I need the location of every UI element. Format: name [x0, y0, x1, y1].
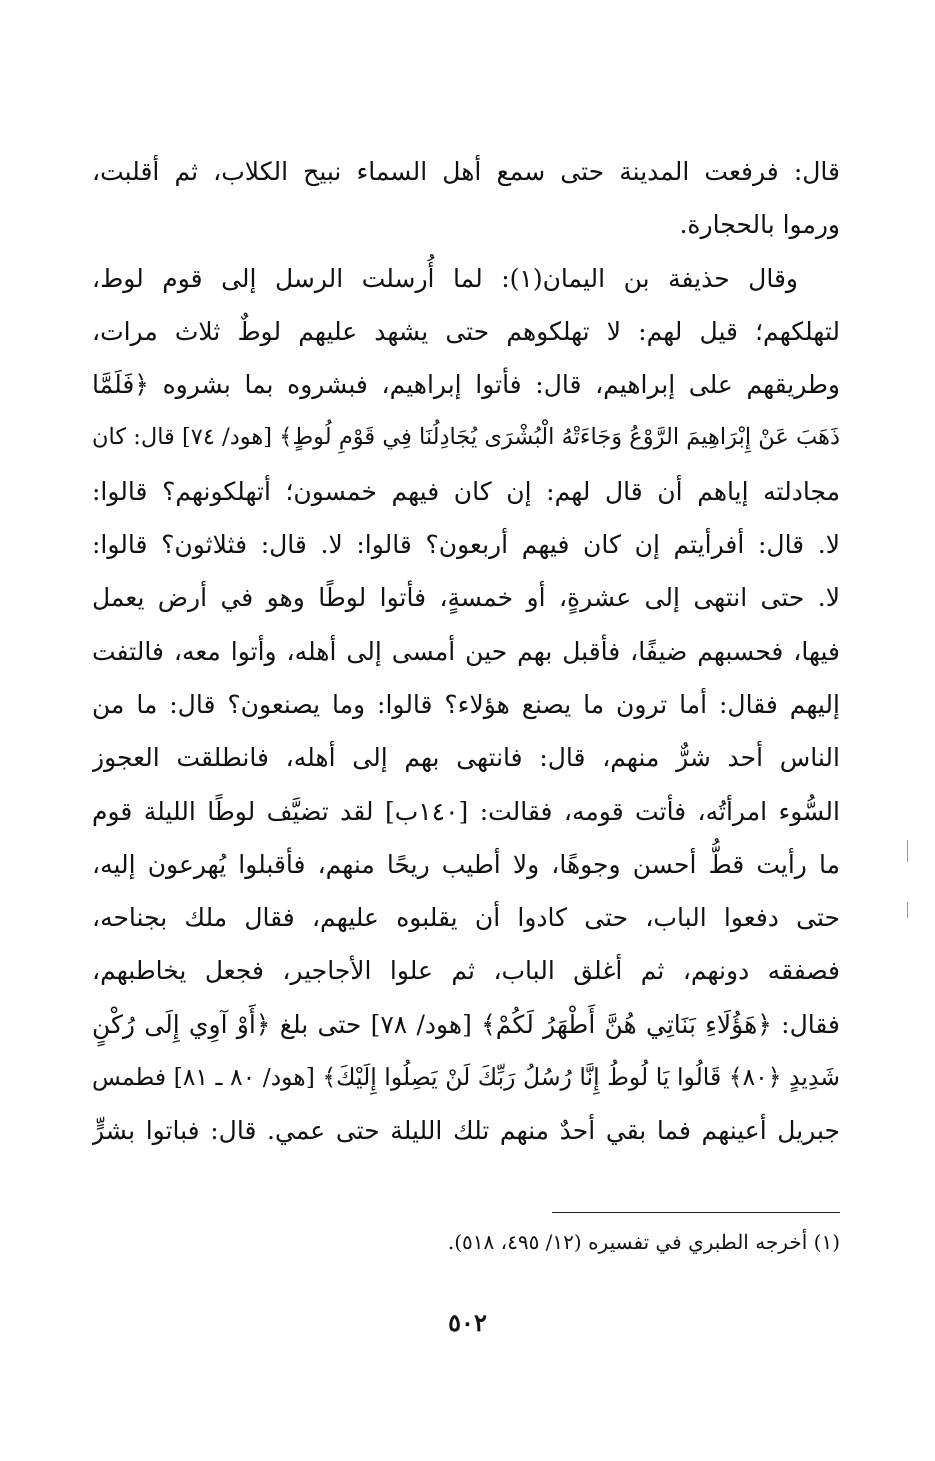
text-line: فقال: ﴿هَؤُلَاءِ بَنَاتِي هُنَّ أَطْهَرُ لَكُمْ﴾ [هود/ ٧٨] حتى بلغ ﴿أَوْ آوِي إِلَى رُكْنٍ	[92, 1009, 840, 1039]
main-text-block	[92, 145, 840, 1158]
text-line: وقال حذيفة بن اليمان(١): لما أُرسلت الرسل إلى قوم لوط،	[92, 263, 798, 293]
footnote-divider	[552, 1212, 840, 1213]
text-line: قال: فرفعت المدينة حتى سمع أهل السماء نبيح الكلاب، ثم أقلبت،	[92, 157, 840, 186]
text-line: شَدِيدٍ ﴿٨٠﴾ قَالُوا يَا لُوطُ إِنَّا رُسُلُ رَبِّكَ لَنْ يَصِلُوا إِلَيْكَ﴾ [هود/ ٨٠ ـ ٨١] فطمس	[92, 1063, 840, 1092]
text-line: لا. قال: أفرأيتم إن كان فيهم أربعون؟ قالوا: لا. قال: فثلاثون؟ قالوا:	[92, 530, 840, 560]
scan-edge-mark	[907, 840, 908, 862]
text-line: ذَهَبَ عَنْ إِبْرَاهِيمَ الرَّوْعُ وَجَاءَتْهُ الْبُشْرَى يُجَادِلُنَا فِي قَوْمِ لُوطٍ﴾ [هود/ ٧٤] قال: كان	[92, 424, 840, 451]
text-line: مجادلته إياهم أن قال لهم: إن كان فيهم خمسون؛ أتهلكونهم؟ قالوا:	[92, 476, 840, 506]
text-line: إليهم فقال: أما ترون ما يصنع هؤلاء؟ قالوا: وما يصنعون؟ قال: ما من	[92, 689, 840, 719]
text-line: جبريل أعينهم فما بقي أحدٌ منهم تلك الليلة حتى عمي. قال: فباتوا بشرٍّ	[92, 1116, 840, 1146]
text-line: فصفقه دونهم، ثم أغلق الباب، ثم علوا الأجاجير، فجعل يخاطبهم،	[92, 956, 840, 986]
text-line: حتى دفعوا الباب، حتى كادوا أن يقلبوه عليهم، فقال ملك بجناحه،	[92, 903, 840, 933]
text-line: لا. حتى انتهى إلى عشرةٍ، أو خمسةٍ، فأتوا لوطًا وهو في أرض يعمل	[92, 583, 840, 613]
footnote: (١) أخرجه الطبري في تفسيره (١٢/ ٤٩٥، ٥١٨).	[447, 1230, 840, 1254]
text-line: الناس أحد شرٌّ منهم، قال: فانتهى بهم إلى أهله، فانطلقت العجوز	[92, 743, 840, 773]
text-line: فيها، فحسبهم ضيفًا، فأقبل بهم حين أمسى إلى أهله، وأتوا معه، فالتفت	[92, 636, 840, 666]
text-line: وطريقهم على إبراهيم، قال: فأتوا إبراهيم، فبشروه بما بشروه ﴿فَلَمَّا	[92, 370, 840, 400]
text-line: السُّوء امرأتُه، فأتت قومه، فقالت: [١٤٠ب] لقد تضيَّف لوطًا الليلة قوم	[92, 796, 840, 826]
text-line: ورموا بالحجارة.	[679, 210, 840, 240]
page-number: ٥٠٢	[448, 1308, 487, 1337]
text-line: ما رأيت قطُّ أحسن وجوهًا، ولا أطيب ريحًا منهم، فأقبلوا يُهرعون إليه،	[92, 849, 840, 879]
scan-edge-mark	[907, 902, 908, 918]
text-line: لتهلكهم؛ قيل لهم: لا تهلكوهم حتى يشهد عليهم لوطٌ ثلاث مرات،	[92, 316, 840, 346]
